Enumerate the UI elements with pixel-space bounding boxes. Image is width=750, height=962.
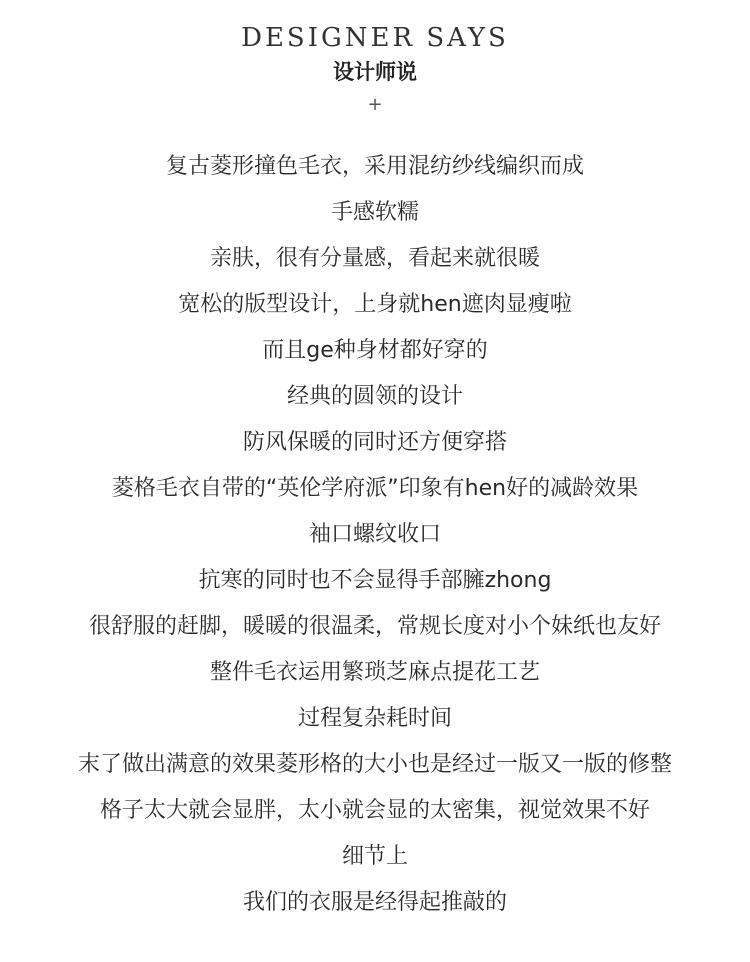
description-line: 亲肤，很有分量感，看起来就很暖 [209, 246, 540, 271]
description-text-block [0, 144, 750, 926]
plus-divider-icon: + [367, 94, 383, 115]
description-line: 抗寒的同时也不会显得手部臃zhong [198, 568, 552, 593]
description-line: 菱格毛衣自带的“英伦学府派”印象有hen好的减龄效果 [111, 476, 639, 501]
description-line: 宽松的版型设计，上身就hen遮肉显瘦啦 [178, 292, 572, 317]
description-line: 很舒服的赶脚，暖暖的很温柔，常规长度对小个妹纸也友好 [88, 614, 661, 639]
description-line: 细节上 [341, 844, 408, 869]
description-line: 复古菱形撞色毛衣，采用混纺纱线编织而成 [165, 154, 584, 179]
description-line: 防风保暖的同时还方便穿搭 [242, 430, 507, 455]
section-subtitle: 设计师说 [333, 60, 417, 84]
description-line: 我们的衣服是经得起推敲的 [242, 890, 507, 915]
description-line: 末了做出满意的效果菱形格的大小也是经过一版又一版的修整 [77, 752, 672, 777]
description-line: 过程复杂耗时间 [297, 706, 452, 731]
description-line: 整件毛衣运用繁琐芝麻点提花工艺 [209, 660, 540, 685]
description-line: 手感软糯 [330, 200, 419, 225]
description-line: 袖口螺纹收口 [308, 522, 441, 547]
section-eyebrow-title: DESIGNER SAYS [241, 23, 509, 53]
description-line: 而且ge种身材都好穿的 [262, 338, 488, 363]
description-line: 格子太大就会显胖，太小就会显的太密集，视觉效果不好 [99, 798, 650, 823]
description-line: 经典的圆领的设计 [286, 384, 463, 409]
